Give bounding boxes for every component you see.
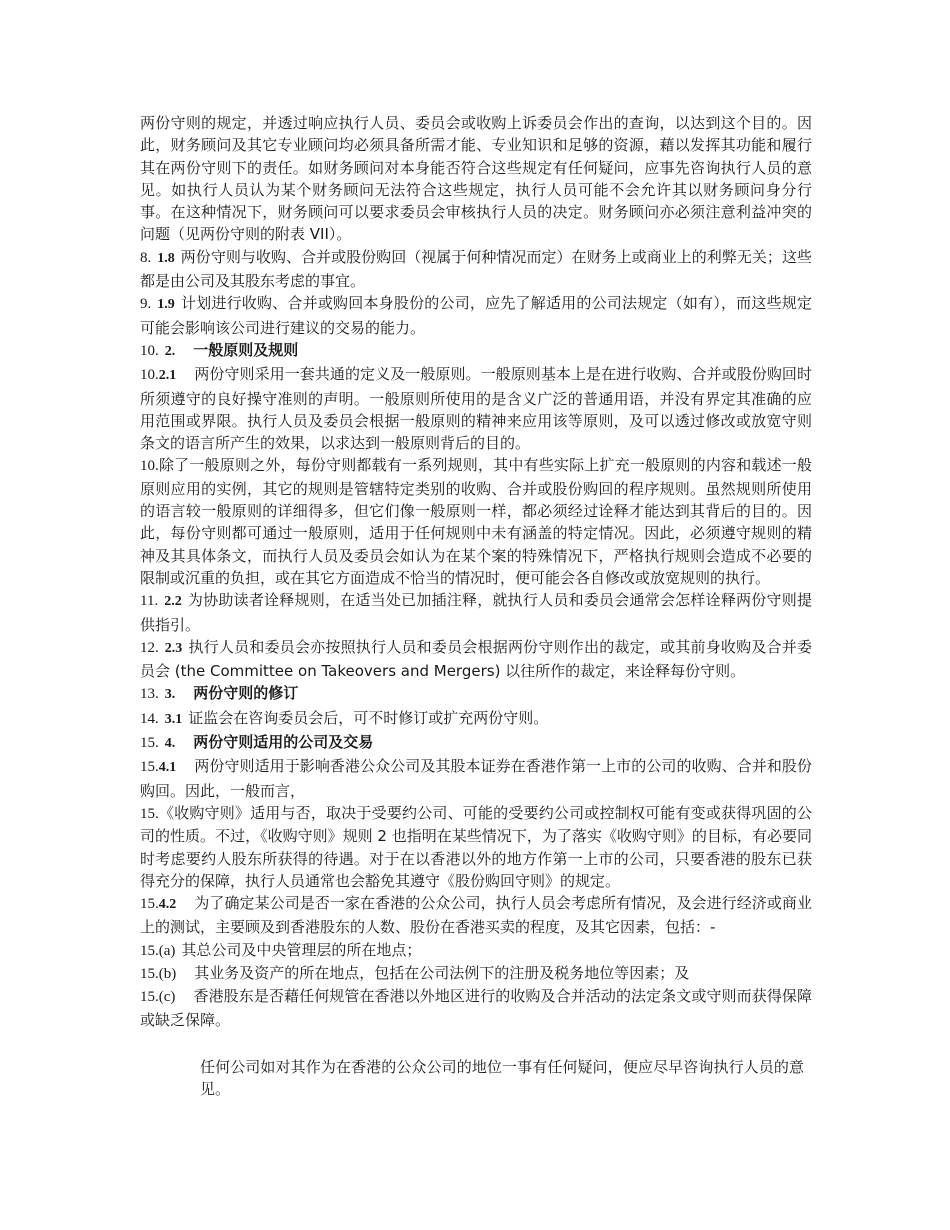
list-item-c: 15.(c) 香港股东是否藉任何规管在香港以外地区进行的收购及合并活动的法定条文或守则而获得保障或缺乏保障。 <box>140 987 812 1029</box>
paragraph-number: 14. <box>140 710 159 727</box>
paragraph-0: 两份守则的规定，并透过响应执行人员、委员会或收购上诉委员会作出的查询，以达到这个目的。因此，财务顾问及其它专业顾问均必须具备所需才能、专业知识和足够的资源，藉以发挥其功能和履行其在两份守则下的责任。如财务顾问对本身能否符合这些规定有任何疑问，应事先咨询执行人员的意见。如执行人员认为某个财务顾问无法符合这些规定，执行人员可能不会允许其以财务顾问身分行事。在这种情况下，财务顾问可以要求委员会审核执行人员的决定。财务顾问亦必须注意利益冲突的问题（见两份守则的附表 VII）。 <box>140 114 812 244</box>
section-number: 2.1 <box>158 368 177 384</box>
paragraph-number: 12. <box>140 639 159 656</box>
paragraph-10-rules: 10.除了一般原则之外，每份守则都载有一系列规则，其中有些实际上扩充一般原则的内容和载述一般原则应用的实例，其它的规则是管辖特定类别的收购、合并或股份购回的程序规则。虽然规则所使用的语言较一般原则的详细得多，但它们像一般原则一样，都必须经过诠释才能达到其背后的目的。因此，每份守则都可通过一般原则，适用于任何规则中未有涵盖的特定情况。因此，必须遵守规则的精神及其具体条文，而执行人员及委员会如认为在某个案的特殊情况下，严格执行规则会造成不必要的限制或沉重的负担，或在其它方面造成不恰当的情况时，便可能会各自修改或放宽规则的执行。 <box>140 456 812 587</box>
section-heading-3 <box>140 682 812 706</box>
paragraph-10-2-1: 10.2.1 两份守则采用一套共通的定义及一般原则。一般原则基本上是在进行收购、合并或股份购回时所须遵守的良好操守准则的声明。一般原则所使用的是含义广泛的普通用语，并没有界定其准确的应用范围或界限。执行人员及委员会根据一般原则的精神来应用该等原则，及可以透过修改或放宽守则条文的语言所产生的效果，以求达到一般原则背后的目的。 <box>140 365 812 453</box>
paragraph-number: 10. <box>140 342 159 359</box>
paragraph-12: 12. 2.3 执行人员和委员会亦按照执行人员和委员会根据两份守则作出的裁定，或其前身收购及合并委员会 (the Committee on Takeovers and Mergers) 以往所作的裁定，来诠释每份守则。 <box>140 637 812 681</box>
section-number: 1.9 <box>157 297 175 313</box>
paragraph-15-4-1: 15.4.1 两份守则适用于影响香港公众公司及其股本证券在香港作第一上市的公司的收购、合并和股份购回。因此，一般而言， <box>140 757 812 800</box>
section-heading-2 <box>140 339 812 363</box>
paragraph-number: 10. <box>140 458 159 475</box>
paragraph-9: 9. 1.9 计划进行收购、合并或购回本身股份的公司，应先了解适用的公司法规定（如有），而这些规定可能会影响该公司进行建议的交易的能力。 <box>140 294 812 337</box>
paragraph-number: 9. <box>140 296 152 313</box>
paragraph-number: 11. <box>140 593 159 610</box>
note: 任何公司如对其作为在香港的公众公司的地位一事有任何疑问，便应尽早咨询执行人员的意见。 <box>200 1057 804 1099</box>
paragraph-number: 15. <box>140 942 159 959</box>
document-body <box>140 112 812 1100</box>
paragraph-11: 11. 2.2 为协助读者诠释规则，在适当处已加插注释，就执行人员和委员会通常会怎样诠释两份守则提供指引。 <box>140 591 812 634</box>
paragraph-number: 15. <box>140 989 159 1006</box>
item-letter: (a) <box>158 942 176 959</box>
list-item-a: 15.(a) 其总公司及中央管理层的所在地点； <box>140 940 422 959</box>
section-number: 4.1 <box>158 760 177 776</box>
paragraph-number: 10. <box>140 367 159 384</box>
paragraph-14: 14. 3.1 证监会在咨询委员会后，可不时修订或扩充两份守则。 <box>140 708 549 727</box>
section-number: 3.1 <box>164 711 183 727</box>
paragraph-15-takeovers: 15.《收购守则》适用与否，取决于受要约公司、可能的受要约公司或控制权可能有变或获得巩固的公司的性质。不过，《收购守则》规则 2 也指明在某些情况下，为了落实《收购守则》的目标，有必要同时考虑要约人股东所获得的待遇。对于在以香港以外的地方作第一上市的公司，只要香港的股东已获得充分的保障，执行人员通常也会豁免其遵守《股份购回守则》的规定。 <box>140 803 812 890</box>
item-letter: (b) <box>158 965 177 982</box>
section-number: 2.2 <box>164 594 182 610</box>
paragraph-number: 15. <box>140 759 159 776</box>
section-number: 4. <box>164 736 176 752</box>
section-title: 两份守则的修订 <box>193 684 299 703</box>
paragraph-number: 13. <box>140 686 159 703</box>
section-title: 两份守则适用的公司及交易 <box>193 733 374 752</box>
section-number: 3. <box>164 687 176 703</box>
paragraph-8: 8. 1.8 两份守则与收购、合并或股份购回（视属于何种情况而定）在财务上或商业上的利弊无关；这些都是由公司及其股东考虑的事宜。 <box>140 247 812 291</box>
paragraph-15-4-2: 15.4.2 为了确定某公司是否一家在香港的公众公司，执行人员会考虑所有情况，及会进行经济或商业上的测试，主要顾及到香港股东的人数、股份在香港买卖的程度，及其它因素，包括：- <box>140 894 812 937</box>
section-title: 一般原则及规则 <box>193 340 299 359</box>
section-number: 2. <box>164 343 176 359</box>
section-number: 2.3 <box>164 640 183 656</box>
paragraph-number: 15. <box>140 896 159 913</box>
section-number: 4.2 <box>158 897 177 913</box>
section-heading-4 <box>140 731 812 755</box>
section-number: 1.8 <box>157 250 175 266</box>
item-letter: (c) <box>158 989 176 1006</box>
paragraph-number: 15. <box>140 735 159 752</box>
paragraph-number: 15. <box>140 805 159 822</box>
paragraph-number: 15. <box>140 965 159 982</box>
paragraph-number: 8. <box>140 249 152 266</box>
list-item-b: 15.(b) 其业务及资产的所在地点，包括在公司法例下的注册及税务地位等因素；及 <box>140 963 690 982</box>
